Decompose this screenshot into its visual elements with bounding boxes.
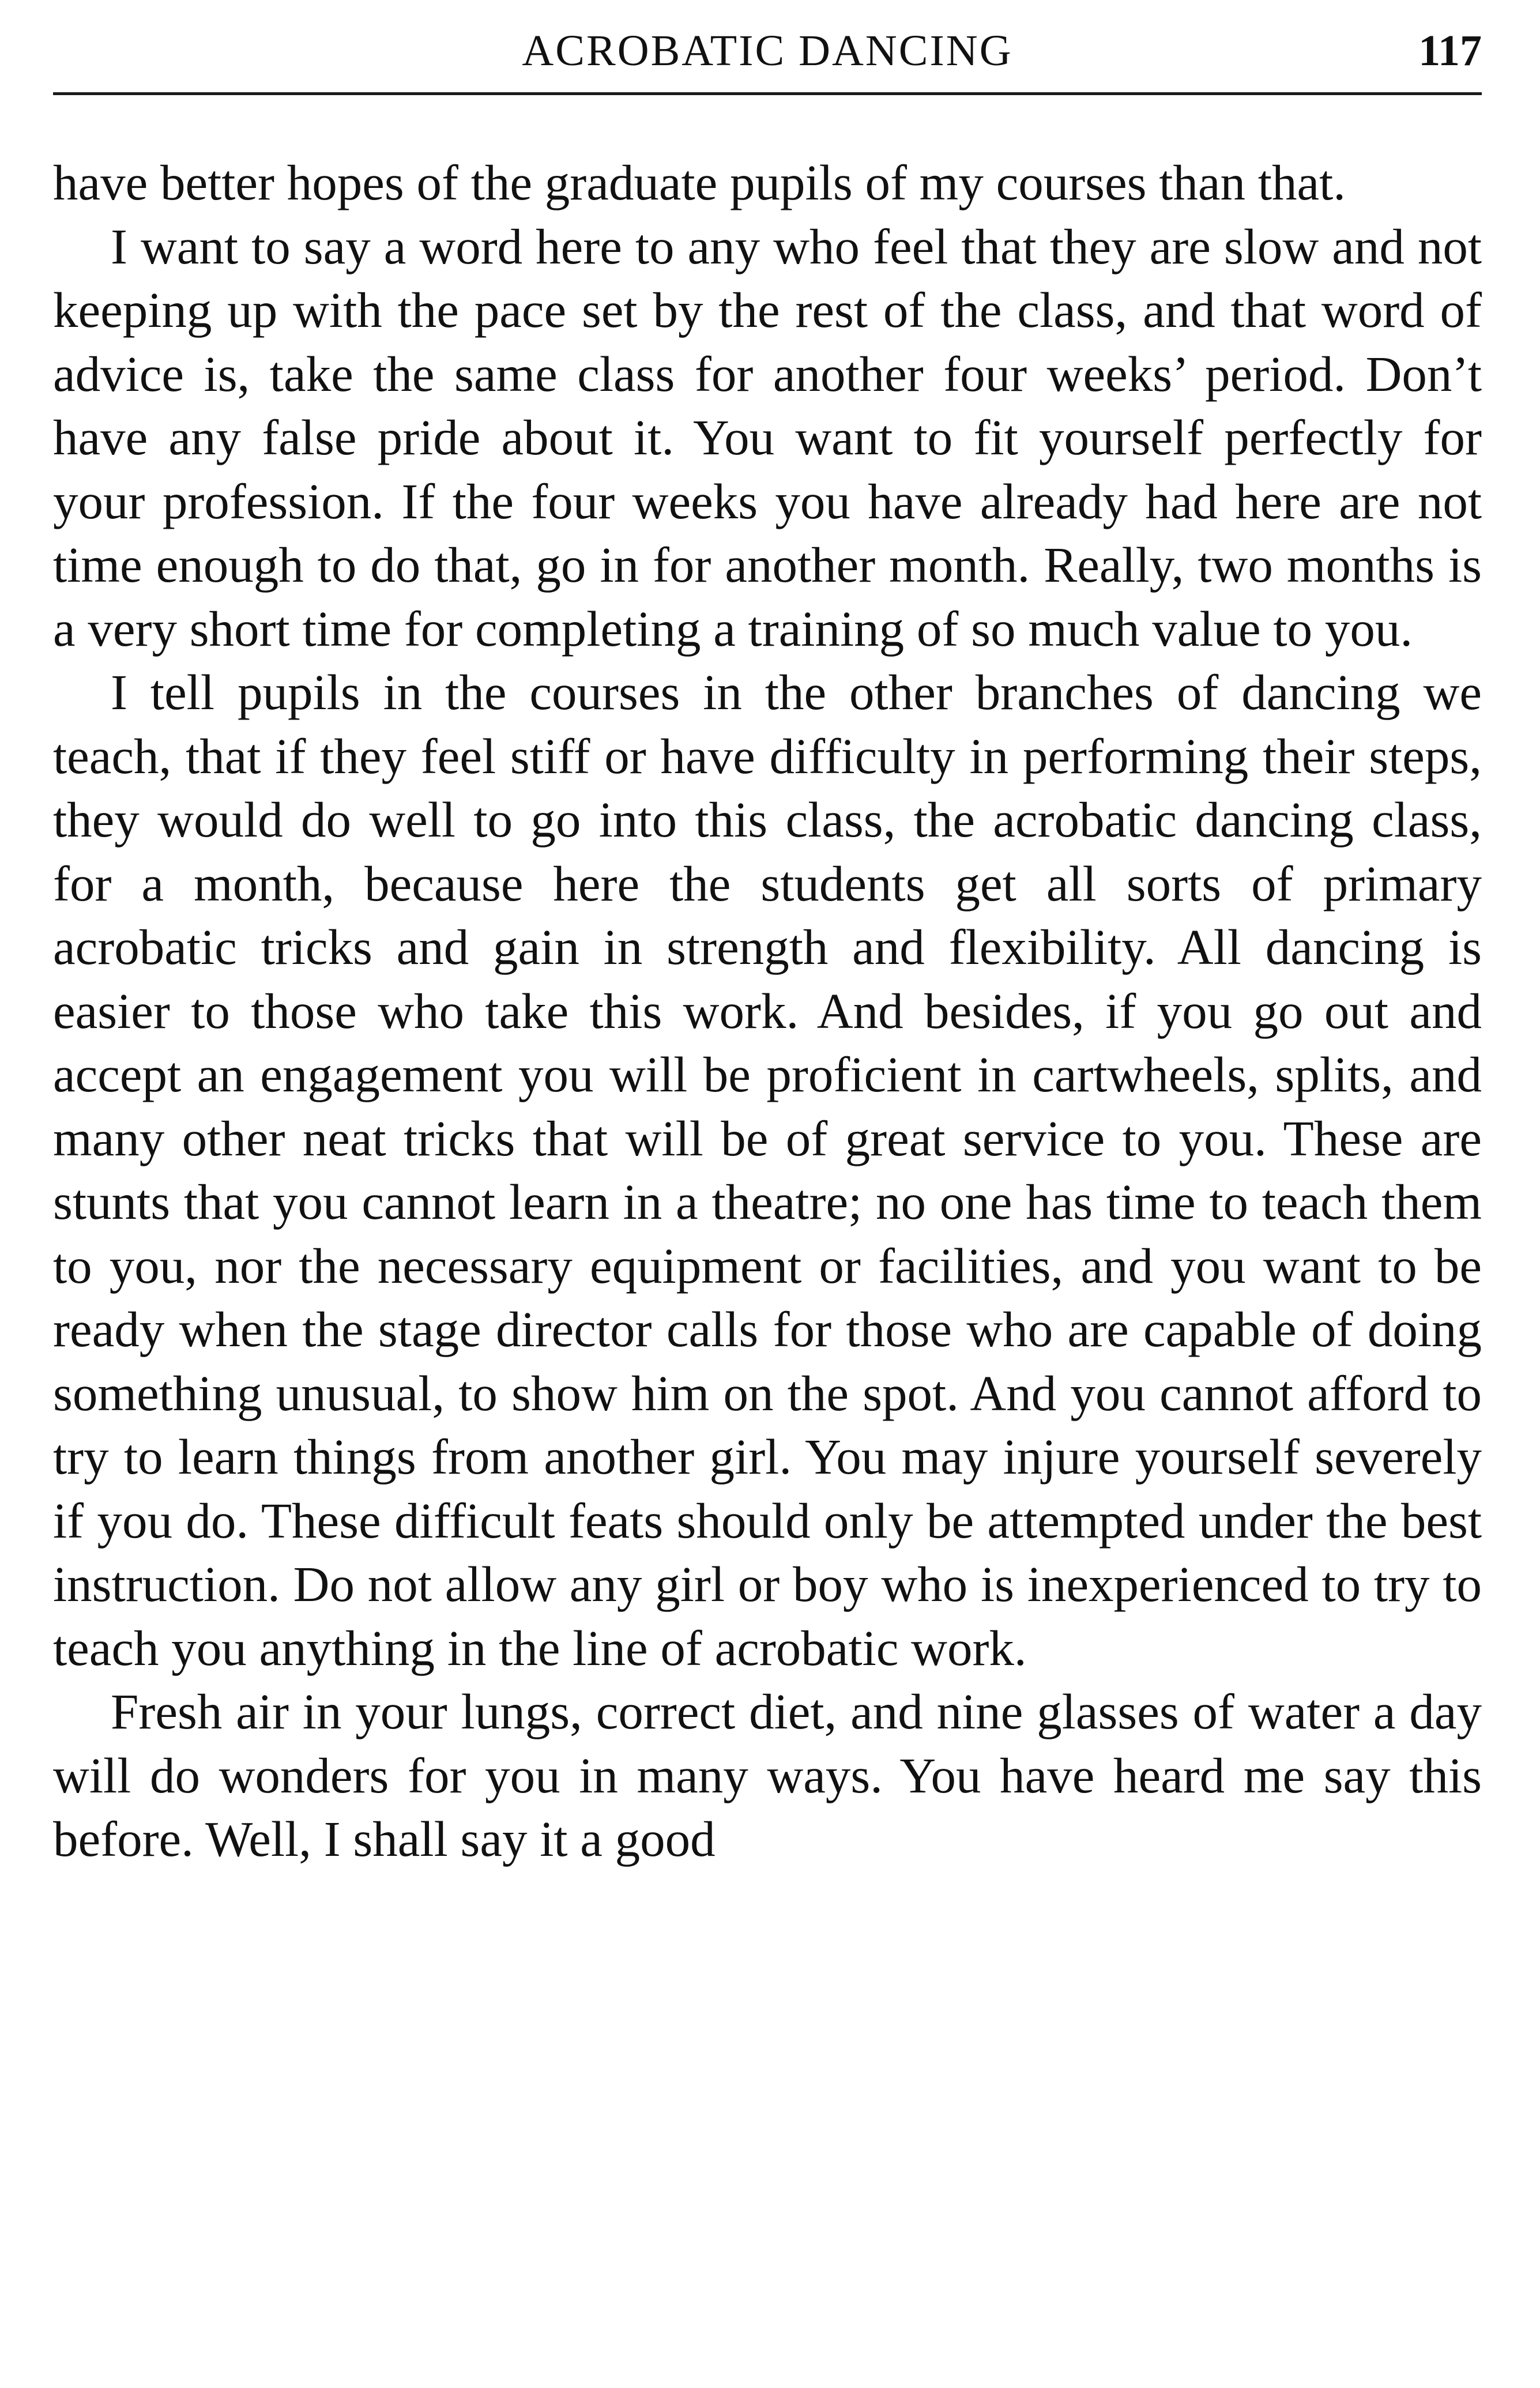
paragraph-fresh-air: Fresh air in your lungs, correct diet, and nine glasses of water a day will do wonders for you in many ways. You have heard me say this before. Well, I shall say it a good [53, 1683, 1482, 1867]
header-rule [53, 92, 1482, 95]
paragraph-continued: have better hopes of the graduate pupils of my courses than that. [53, 155, 1346, 210]
body-text [53, 151, 1482, 1871]
running-title: ACROBATIC DANCING [522, 27, 1013, 75]
page-number: 117 [1418, 27, 1482, 75]
paragraph-slow-pupils: I want to say a word here to any who feel that they are slow and not keeping up with the pace set by the rest of the class, and that word of advice is, take the same class for another four weeks’ period. Don’t have any false pride about it. You want to fit yourself perfectly for your profession. If the four weeks you have already had here are not time enough to do that, go in for another month. Really, two months is a very short time for completing a training of so much value to you. [53, 218, 1482, 657]
running-head [53, 22, 1482, 90]
paragraph-other-branches: I tell pupils in the courses in the other branches of dancing we teach, that if they feel stiff or have difficulty in performing their steps, they would do well to go into this class, the acrobatic dancing class, for a month, because here the students get all sorts of primary acrobatic tricks and gain in strength and flexibility. All dancing is easier to those who take this work. And besides, if you go out and accept an engagement you will be proficient in cartwheels, splits, and many other neat tricks that will be of great service to you. These are stunts that you cannot learn in a theatre; no one has time to teach them to you, nor the necessary equipment or facilities, and you want to be ready when the stage director calls for those who are capable of doing something unusual, to show him on the spot. And you cannot afford to try to learn things from another girl. You may injure yourself severely if you do. These difficult feats should only be attempted under the best instruction. Do not allow any girl or boy who is inexperienced to try to teach you anything in the line of acrobatic work. [53, 664, 1482, 1676]
